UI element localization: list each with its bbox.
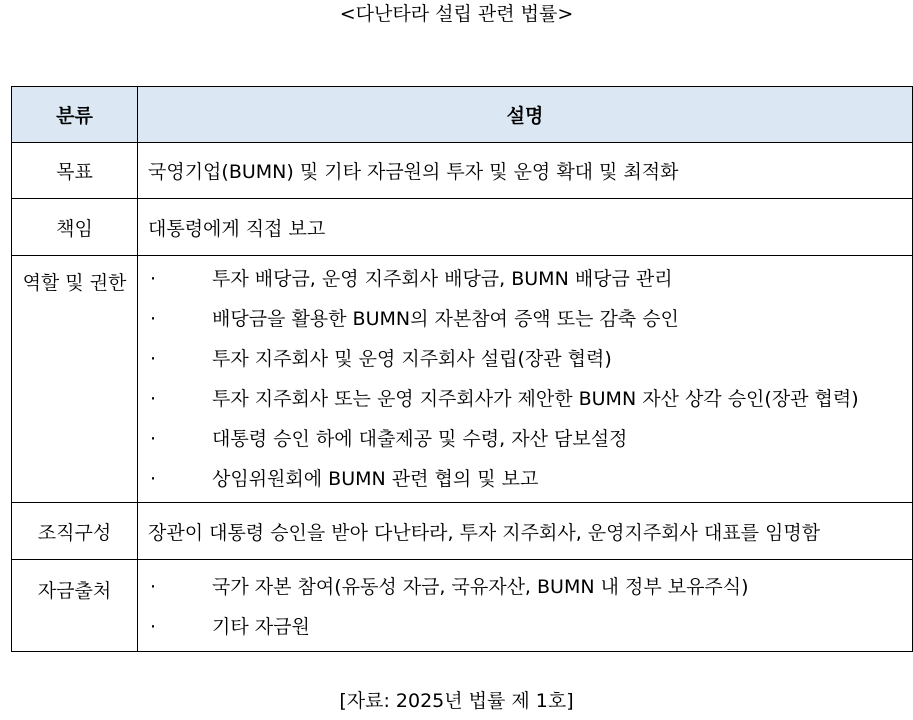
list-item-text: 투자 배당금, 운영 지주회사 배당금, BUMN 배당금 관리 bbox=[212, 268, 673, 290]
description-role bbox=[138, 256, 913, 503]
bullet-dot: · bbox=[150, 348, 157, 370]
list-item bbox=[138, 419, 912, 459]
list-item bbox=[138, 299, 912, 339]
header-category: 분류 bbox=[12, 87, 138, 143]
bullet-dot: · bbox=[150, 308, 157, 330]
list-item-text: 기타 자금원 bbox=[212, 616, 310, 638]
category-organization: 조직구성 bbox=[12, 503, 138, 560]
row-organization bbox=[12, 503, 913, 560]
table-header-row bbox=[12, 87, 913, 143]
funding-list bbox=[138, 560, 912, 651]
category-funding: 자금출처 bbox=[12, 560, 138, 652]
bullet-dot: · bbox=[150, 428, 157, 450]
list-item-text: 배당금을 활용한 BUMN의 자본참여 증액 또는 감축 승인 bbox=[212, 308, 679, 330]
list-item-text: 투자 지주회사 또는 운영 지주회사가 제안한 BUMN 자산 상각 승인(장관 협력) bbox=[212, 388, 859, 410]
bullet-dot: · bbox=[150, 388, 157, 410]
description-responsibility: 대통령에게 직접 보고 bbox=[138, 199, 913, 256]
row-responsibility bbox=[12, 199, 913, 256]
category-responsibility: 책임 bbox=[12, 199, 138, 256]
list-item-text: 국가 자본 참여(유동성 자금, 국유자산, BUMN 내 정부 보유주식) bbox=[212, 576, 749, 598]
law-table bbox=[11, 86, 913, 652]
bullet-dot: · bbox=[150, 268, 157, 290]
list-item bbox=[138, 459, 912, 499]
category-goal: 목표 bbox=[12, 143, 138, 199]
row-role bbox=[12, 256, 913, 503]
description-funding bbox=[138, 560, 913, 652]
list-item bbox=[138, 259, 912, 299]
source-note: [자료: 2025년 법률 제 1호] bbox=[339, 690, 574, 712]
header-description: 설명 bbox=[138, 87, 913, 143]
description-organization: 장관이 대통령 승인을 받아 다난타라, 투자 지주회사, 운영지주회사 대표를 임명함 bbox=[138, 503, 913, 560]
row-funding bbox=[12, 560, 913, 652]
list-item bbox=[138, 379, 912, 419]
row-goal bbox=[12, 143, 913, 199]
bullet-dot: · bbox=[150, 576, 157, 598]
list-item bbox=[138, 607, 912, 647]
category-role: 역할 및 권한 bbox=[12, 256, 138, 503]
list-item-text: 투자 지주회사 및 운영 지주회사 설립(장관 협력) bbox=[212, 348, 612, 370]
description-goal: 국영기업(BUMN) 및 기타 자금원의 투자 및 운영 확대 및 최적화 bbox=[138, 143, 913, 199]
bullet-dot: · bbox=[150, 616, 157, 638]
list-item bbox=[138, 339, 912, 379]
document-title: <다난타라 설립 관련 법률> bbox=[339, 3, 574, 25]
role-list bbox=[138, 256, 912, 502]
bullet-dot: · bbox=[150, 468, 157, 490]
list-item-text: 상임위원회에 BUMN 관련 협의 및 보고 bbox=[212, 468, 539, 490]
list-item bbox=[138, 567, 912, 607]
list-item-text: 대통령 승인 하에 대출제공 및 수령, 자산 담보설정 bbox=[212, 428, 628, 450]
